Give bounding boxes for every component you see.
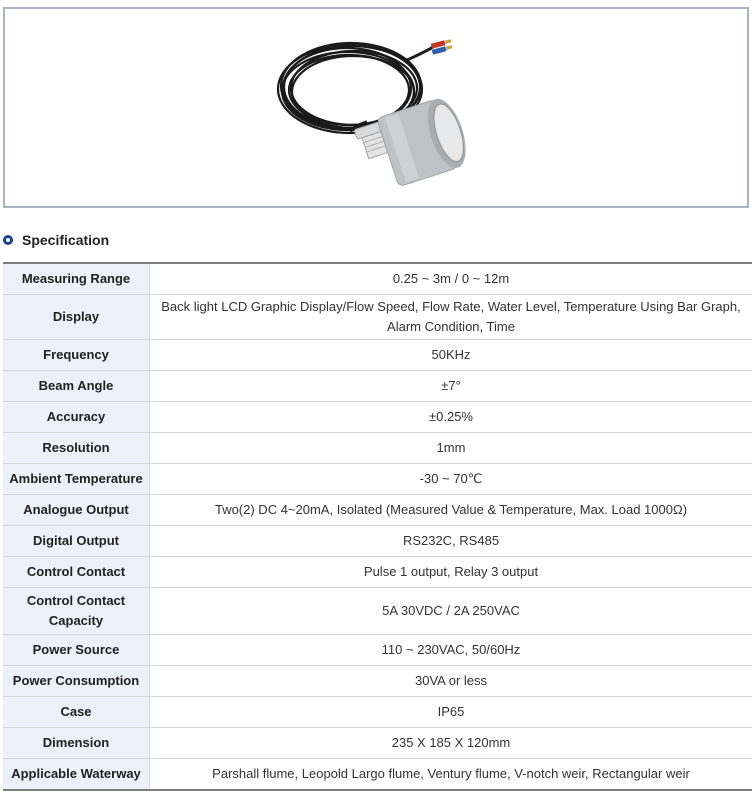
table-row xyxy=(3,635,752,666)
row-label: Analogue Output xyxy=(3,495,150,526)
row-label: Power Consumption xyxy=(3,666,150,697)
row-label: Power Source xyxy=(3,635,150,666)
row-value: IP65 xyxy=(150,697,753,728)
row-value: 30VA or less xyxy=(150,666,753,697)
row-label: Accuracy xyxy=(3,402,150,433)
table-row xyxy=(3,433,752,464)
row-label: Dimension xyxy=(3,728,150,759)
row-label: Case xyxy=(3,697,150,728)
table-row xyxy=(3,588,752,635)
spec-heading xyxy=(3,230,109,250)
table-row xyxy=(3,557,752,588)
table-row xyxy=(3,263,752,295)
row-label: Control Contact xyxy=(3,557,150,588)
row-value: ±0.25% xyxy=(150,402,753,433)
row-label: Ambient Temperature xyxy=(3,464,150,495)
row-label: Digital Output xyxy=(3,526,150,557)
table-row xyxy=(3,759,752,791)
row-value: 50KHz xyxy=(150,340,753,371)
row-label: Frequency xyxy=(3,340,150,371)
row-label: Display xyxy=(3,295,150,340)
table-row xyxy=(3,295,752,340)
table-row xyxy=(3,666,752,697)
row-label: Control Contact Capacity xyxy=(3,588,150,635)
row-value: Back light LCD Graphic Display/Flow Speed, Flow Rate, Water Level, Temperature Using Bar Graph, Alarm Condition, Time xyxy=(150,295,753,340)
row-value: Two(2) DC 4~20mA, Isolated (Measured Value & Temperature, Max. Load 1000Ω) xyxy=(150,495,753,526)
row-value: ±7° xyxy=(150,371,753,402)
table-row xyxy=(3,340,752,371)
table-row xyxy=(3,371,752,402)
table-row xyxy=(3,464,752,495)
ultrasonic-sensor-icon xyxy=(5,9,747,206)
spec-title: Specification xyxy=(22,232,110,248)
table-row xyxy=(3,697,752,728)
table-row xyxy=(3,526,752,557)
table-row xyxy=(3,495,752,526)
row-label: Applicable Waterway xyxy=(3,759,150,791)
row-label: Resolution xyxy=(3,433,150,464)
row-value: 110 ~ 230VAC, 50/60Hz xyxy=(150,635,753,666)
row-value: Pulse 1 output, Relay 3 output xyxy=(150,557,753,588)
table-row xyxy=(3,728,752,759)
row-value: 1mm xyxy=(150,433,753,464)
row-value: 5A 30VDC / 2A 250VAC xyxy=(150,588,753,635)
row-value: RS232C, RS485 xyxy=(150,526,753,557)
bullet-circle-icon xyxy=(3,235,13,245)
row-label: Beam Angle xyxy=(3,371,150,402)
product-image-frame xyxy=(3,7,749,208)
table-row xyxy=(3,402,752,433)
row-label: Measuring Range xyxy=(3,263,150,295)
spec-table xyxy=(3,262,752,791)
row-value: 0.25 ~ 3m / 0 ~ 12m xyxy=(150,263,753,295)
row-value: Parshall flume, Leopold Largo flume, Ventury flume, V-notch weir, Rectangular weir xyxy=(150,759,753,791)
row-value: 235 X 185 X 120mm xyxy=(150,728,753,759)
row-value: -30 ~ 70℃ xyxy=(150,464,753,495)
